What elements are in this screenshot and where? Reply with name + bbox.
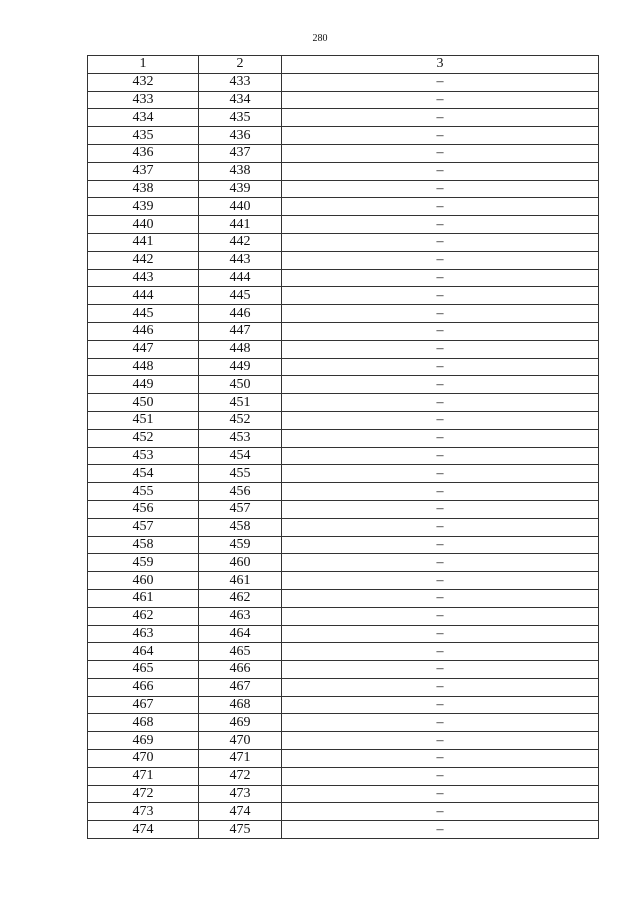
table-cell-col2: 448 <box>199 340 282 358</box>
table-cell-col1: 474 <box>88 821 199 839</box>
table-row <box>88 233 599 251</box>
table-cell-col2: 471 <box>199 750 282 768</box>
table-cell-col1: 455 <box>88 483 199 501</box>
table-cell-col3: – <box>282 287 599 305</box>
table-cell-col1: 456 <box>88 500 199 518</box>
table-cell-col1: 457 <box>88 518 199 536</box>
table-row <box>88 572 599 590</box>
table-cell-col1: 463 <box>88 625 199 643</box>
table-header-row <box>88 56 599 74</box>
data-table-container <box>87 55 599 839</box>
table-cell-col3: – <box>282 536 599 554</box>
table-cell-col2: 473 <box>199 785 282 803</box>
table-cell-col2: 455 <box>199 465 282 483</box>
table-cell-col2: 464 <box>199 625 282 643</box>
table-cell-col2: 458 <box>199 518 282 536</box>
table-cell-col1: 471 <box>88 767 199 785</box>
table-cell-col1: 453 <box>88 447 199 465</box>
table-cell-col1: 436 <box>88 144 199 162</box>
table-row <box>88 447 599 465</box>
table-cell-col2: 435 <box>199 109 282 127</box>
table-cell-col2: 446 <box>199 305 282 323</box>
table-cell-col2: 469 <box>199 714 282 732</box>
column-header-1: 1 <box>88 56 199 74</box>
table-cell-col1: 432 <box>88 73 199 91</box>
table-row <box>88 589 599 607</box>
table-cell-col3: – <box>282 732 599 750</box>
table-row <box>88 803 599 821</box>
table-cell-col1: 458 <box>88 536 199 554</box>
table-cell-col2: 444 <box>199 269 282 287</box>
table-cell-col2: 447 <box>199 322 282 340</box>
table-cell-col2: 470 <box>199 732 282 750</box>
table-cell-col2: 467 <box>199 678 282 696</box>
table-row <box>88 127 599 145</box>
table-header <box>88 56 599 74</box>
table-cell-col2: 461 <box>199 572 282 590</box>
table-row <box>88 305 599 323</box>
table-cell-col3: – <box>282 483 599 501</box>
table-cell-col2: 462 <box>199 589 282 607</box>
table-row <box>88 180 599 198</box>
table-row <box>88 554 599 572</box>
table-cell-col1: 442 <box>88 251 199 269</box>
table-cell-col2: 449 <box>199 358 282 376</box>
table-row <box>88 251 599 269</box>
table-cell-col3: – <box>282 376 599 394</box>
table-row <box>88 767 599 785</box>
table-cell-col2: 453 <box>199 429 282 447</box>
table-cell-col3: – <box>282 447 599 465</box>
table-cell-col3: – <box>282 180 599 198</box>
table-row <box>88 536 599 554</box>
table-cell-col2: 454 <box>199 447 282 465</box>
table-cell-col3: – <box>282 251 599 269</box>
table-cell-col2: 442 <box>199 233 282 251</box>
table-row <box>88 109 599 127</box>
table-cell-col1: 438 <box>88 180 199 198</box>
table-cell-col1: 433 <box>88 91 199 109</box>
table-cell-col2: 437 <box>199 144 282 162</box>
table-cell-col3: – <box>282 821 599 839</box>
table-cell-col2: 474 <box>199 803 282 821</box>
table-cell-col2: 440 <box>199 198 282 216</box>
table-row <box>88 269 599 287</box>
table-cell-col2: 450 <box>199 376 282 394</box>
table-row <box>88 678 599 696</box>
table-row <box>88 322 599 340</box>
table-cell-col1: 446 <box>88 322 199 340</box>
table-row <box>88 483 599 501</box>
table-cell-col1: 472 <box>88 785 199 803</box>
table-cell-col3: – <box>282 91 599 109</box>
column-header-3: 3 <box>282 56 599 74</box>
table-row <box>88 73 599 91</box>
table-cell-col1: 461 <box>88 589 199 607</box>
table-cell-col3: – <box>282 518 599 536</box>
table-cell-col3: – <box>282 607 599 625</box>
table-cell-col1: 437 <box>88 162 199 180</box>
table-cell-col3: – <box>282 269 599 287</box>
table-cell-col1: 439 <box>88 198 199 216</box>
table-row <box>88 643 599 661</box>
table-cell-col1: 462 <box>88 607 199 625</box>
table-cell-col3: – <box>282 305 599 323</box>
table-cell-col1: 464 <box>88 643 199 661</box>
table-row <box>88 821 599 839</box>
table-cell-col1: 460 <box>88 572 199 590</box>
table-cell-col3: – <box>282 73 599 91</box>
page-number: 280 <box>312 33 328 44</box>
table-cell-col3: – <box>282 162 599 180</box>
table-row <box>88 198 599 216</box>
table-cell-col2: 443 <box>199 251 282 269</box>
table-cell-col2: 445 <box>199 287 282 305</box>
table-cell-col3: – <box>282 429 599 447</box>
table-cell-col2: 466 <box>199 661 282 679</box>
table-cell-col1: 444 <box>88 287 199 305</box>
table-cell-col3: – <box>282 696 599 714</box>
column-header-2: 2 <box>199 56 282 74</box>
table-row <box>88 714 599 732</box>
table-cell-col2: 436 <box>199 127 282 145</box>
table-cell-col3: – <box>282 589 599 607</box>
table-cell-col1: 454 <box>88 465 199 483</box>
table-cell-col1: 468 <box>88 714 199 732</box>
table-cell-col1: 445 <box>88 305 199 323</box>
table-cell-col1: 449 <box>88 376 199 394</box>
table-row <box>88 411 599 429</box>
table-cell-col3: – <box>282 714 599 732</box>
table-row <box>88 144 599 162</box>
table-row <box>88 518 599 536</box>
table-cell-col1: 450 <box>88 394 199 412</box>
table-row <box>88 465 599 483</box>
table-cell-col2: 441 <box>199 216 282 234</box>
table-cell-col3: – <box>282 643 599 661</box>
table-cell-col2: 434 <box>199 91 282 109</box>
table-cell-col3: – <box>282 394 599 412</box>
table-row <box>88 216 599 234</box>
table-cell-col1: 466 <box>88 678 199 696</box>
table-row <box>88 340 599 358</box>
table-row <box>88 661 599 679</box>
table-cell-col3: – <box>282 767 599 785</box>
table-cell-col2: 457 <box>199 500 282 518</box>
table-row <box>88 625 599 643</box>
table-cell-col1: 467 <box>88 696 199 714</box>
table-cell-col3: – <box>282 678 599 696</box>
table-cell-col2: 472 <box>199 767 282 785</box>
table-row <box>88 732 599 750</box>
table-cell-col1: 443 <box>88 269 199 287</box>
table-cell-col1: 470 <box>88 750 199 768</box>
table-cell-col2: 438 <box>199 162 282 180</box>
table-cell-col2: 452 <box>199 411 282 429</box>
table-cell-col1: 447 <box>88 340 199 358</box>
table-row <box>88 500 599 518</box>
table-cell-col3: – <box>282 127 599 145</box>
table-cell-col3: – <box>282 750 599 768</box>
table-cell-col2: 468 <box>199 696 282 714</box>
table-body <box>88 73 599 838</box>
table-row <box>88 429 599 447</box>
table-cell-col3: – <box>282 109 599 127</box>
table-cell-col1: 451 <box>88 411 199 429</box>
table-cell-col2: 456 <box>199 483 282 501</box>
table-cell-col3: – <box>282 322 599 340</box>
table-cell-col2: 451 <box>199 394 282 412</box>
table-cell-col1: 473 <box>88 803 199 821</box>
table-cell-col1: 469 <box>88 732 199 750</box>
table-row <box>88 287 599 305</box>
table-cell-col3: – <box>282 358 599 376</box>
table-cell-col2: 460 <box>199 554 282 572</box>
table-row <box>88 91 599 109</box>
table-cell-col1: 459 <box>88 554 199 572</box>
table-row <box>88 376 599 394</box>
table-cell-col3: – <box>282 411 599 429</box>
table-cell-col1: 465 <box>88 661 199 679</box>
table-cell-col3: – <box>282 340 599 358</box>
table-cell-col2: 433 <box>199 73 282 91</box>
table-cell-col3: – <box>282 625 599 643</box>
table-cell-col1: 440 <box>88 216 199 234</box>
table-cell-col1: 448 <box>88 358 199 376</box>
data-table <box>87 55 599 839</box>
table-cell-col3: – <box>282 661 599 679</box>
table-cell-col3: – <box>282 803 599 821</box>
table-cell-col1: 452 <box>88 429 199 447</box>
table-cell-col3: – <box>282 198 599 216</box>
table-cell-col2: 459 <box>199 536 282 554</box>
table-cell-col3: – <box>282 785 599 803</box>
table-row <box>88 358 599 376</box>
table-cell-col3: – <box>282 144 599 162</box>
table-cell-col1: 435 <box>88 127 199 145</box>
table-cell-col3: – <box>282 216 599 234</box>
table-cell-col2: 475 <box>199 821 282 839</box>
table-cell-col3: – <box>282 233 599 251</box>
table-row <box>88 607 599 625</box>
table-cell-col1: 434 <box>88 109 199 127</box>
table-row <box>88 696 599 714</box>
table-cell-col3: – <box>282 465 599 483</box>
table-cell-col3: – <box>282 572 599 590</box>
table-row <box>88 785 599 803</box>
table-row <box>88 162 599 180</box>
table-cell-col2: 439 <box>199 180 282 198</box>
table-cell-col3: – <box>282 554 599 572</box>
table-cell-col2: 463 <box>199 607 282 625</box>
table-cell-col1: 441 <box>88 233 199 251</box>
table-row <box>88 394 599 412</box>
table-cell-col2: 465 <box>199 643 282 661</box>
table-row <box>88 750 599 768</box>
table-cell-col3: – <box>282 500 599 518</box>
